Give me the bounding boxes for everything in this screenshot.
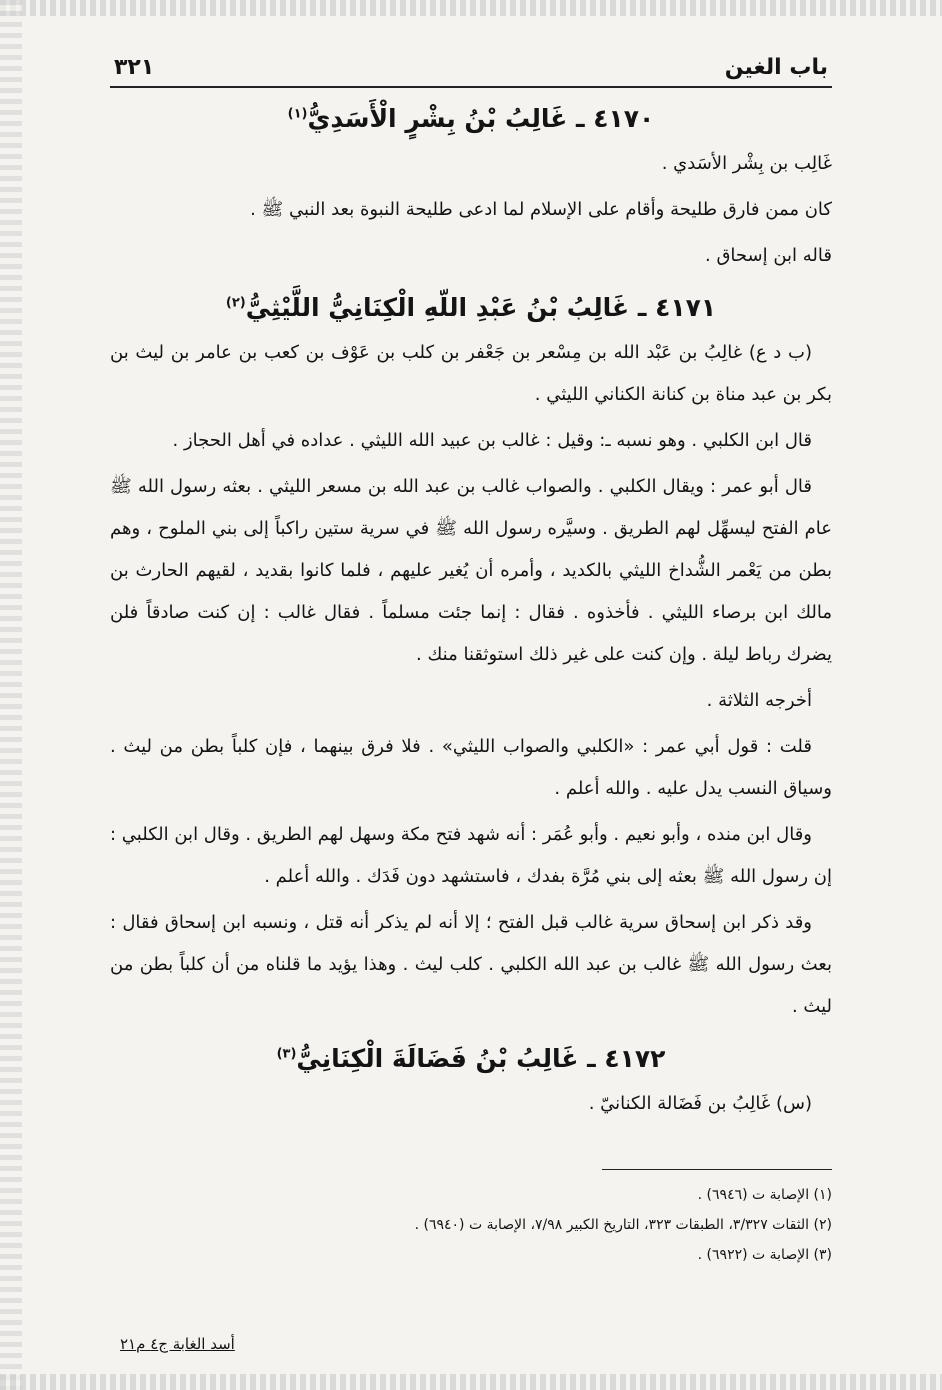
- entry-title-4171: [110, 293, 832, 322]
- page-number: ٣٢١: [114, 55, 155, 80]
- paragraph: كان ممن فارق طليحة وأقام على الإسلام لما ادعى طليحة النبوة بعد النبي ﷺ .: [250, 199, 832, 220]
- footnote-ref: (١): [287, 106, 308, 122]
- paragraph: قلت : قول أبي عمر : «الكلبي والصواب الليثي» . فلا فرق بينهما ، فإن كلباً بطن من ليث . وسياق النسب يدل عليه . والله أعلم .: [110, 736, 832, 799]
- paragraph: قاله ابن إسحاق .: [705, 245, 832, 266]
- paragraph: وقد ذكر ابن إسحاق سرية غالب قبل الفتح ؛ إلا أنه لم يذكر أنه قتل ، ونسبه ابن إسحاق فقال : بعث رسول الله ﷺ غالب بن عبد الله الكلبي . كلب ليث . وهذا يؤيد ما قلناه من أن كلباً بطن من ليث .: [110, 912, 832, 1017]
- paragraph: وقال ابن منده ، وأبو نعيم . وأبو عُمَر : أنه شهد فتح مكة وسهل لهم الطريق . وقال ابن الكلبي : إن رسول الله ﷺ بعثه إلى بني مُرَّة بفدك ، فاستشهد دون فَدَك . والله أعلم .: [110, 824, 832, 887]
- footnote-ref: (٣): [276, 1046, 297, 1062]
- paragraph: غَالِب بن بِشْر الأسَدي .: [661, 153, 832, 174]
- footnote-divider: [602, 1169, 832, 1170]
- running-head: [110, 55, 832, 88]
- entry-title-4172: [110, 1044, 832, 1073]
- footnote: (٢) الثقات ٣/٣٢٧، الطبقات ٣٢٣، التاريخ الكبير ٧/٩٨، الإصابة ت (٦٩٤٠) .: [414, 1217, 832, 1233]
- paragraph: قال أبو عمر : ويقال الكلبي . والصواب غالب بن عبد الله بن مسعر الليثي . بعثه رسول الله ﷺ عام الفتح ليسهِّل لهم الطريق . وسيَّره رسول الله ﷺ في سرية ستين راكباً إلى بني الملوح ، وهم بطن من يَعْمر الشُّداخ الليثي بالكديد ، وأمره أن يُغير عليهم ، فلما كانوا بقديد ، لقيهم الحارث بن مالك ابن برصاء الليثي . فأخذوه . فقال : إنما جئت مسلماً . فقال غالب : إن كنت صادقاً فلن يضرك رباط ليلة . وإن كنت على غير ذلك استوثقنا منك .: [110, 476, 832, 665]
- page-body: [110, 55, 832, 1270]
- footnote: (٣) الإصابة ت (٦٩٢٢) .: [697, 1247, 832, 1263]
- footnote-ref: (٢): [225, 295, 246, 311]
- entry-title-text: ٤١٧١ ـ غَالِبُ بْنُ عَبْدِ اللّهِ الْكِنَانِيُّ اللَّيْثِيُّ: [245, 293, 717, 322]
- paragraph: أخرجه الثلاثة .: [706, 690, 812, 711]
- entry-title-text: ٤١٧٠ ـ غَالِبُ بْنُ بِشْرٍ الْأَسَدِيُّ: [307, 104, 655, 133]
- paragraph: قال ابن الكلبي . وهو نسبه ـ: وقيل : غالب بن عبيد الله الليثي . عداده في أهل الحجاز .: [172, 430, 812, 451]
- print-signature: أسد الغابة ج٤ م٢١: [120, 1335, 235, 1353]
- paragraph: (ب د ع) غالِبُ بن عَبْد الله بن مِسْعر بن جَعْفر بن كلب بن عَوْف بن كعب بن عامر بن ليث بن بكر بن عبد مناة بن كنانة الكناني الليثي .: [110, 342, 832, 405]
- entry-title-4170: [110, 104, 832, 133]
- paragraph: (س) غَالِبُ بن فَضَالة الكنانيّ .: [588, 1093, 812, 1114]
- footnote: (١) الإصابة ت (٦٩٤٦) .: [697, 1187, 832, 1203]
- decorative-border-top: [0, 0, 942, 16]
- section-title: باب الغين: [724, 55, 828, 80]
- decorative-border-bottom: [0, 1374, 942, 1390]
- entry-title-text: ٤١٧٢ ـ غَالِبُ بْنُ فَضَالَةَ الْكِنَانِيُّ: [296, 1044, 666, 1073]
- decorative-border-left: [0, 0, 22, 1390]
